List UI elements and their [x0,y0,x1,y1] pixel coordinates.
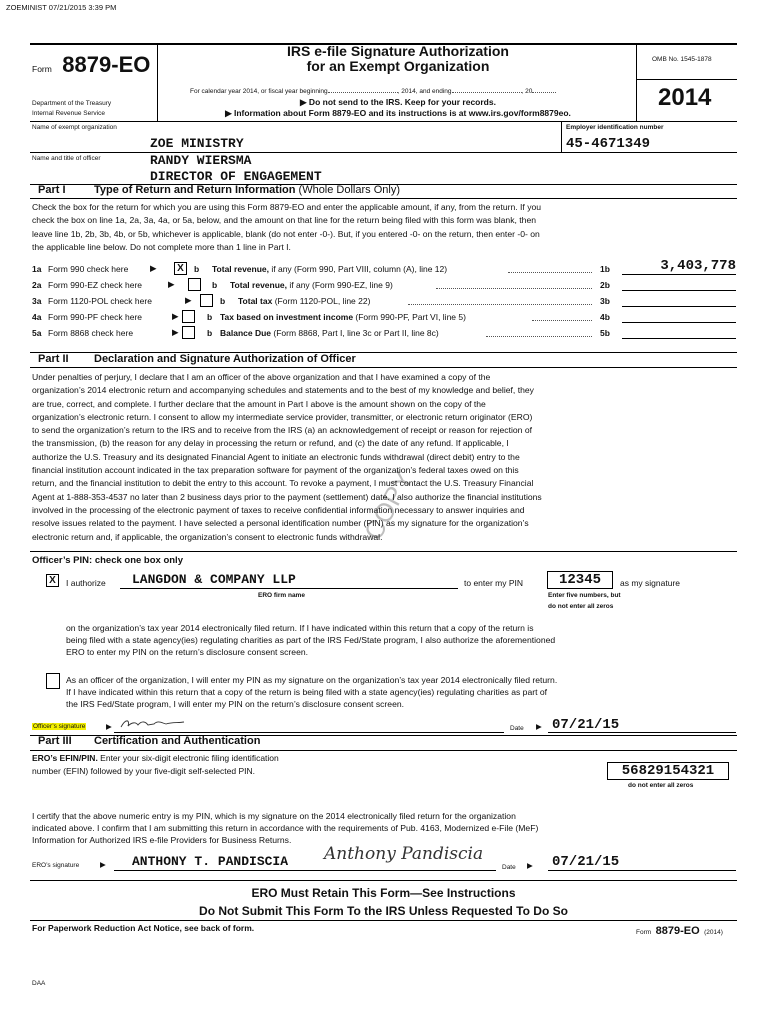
dept-irs: Internal Revenue Service [32,110,105,117]
part1-header: Part I Type of Return and Return Information (Whole Dollars Only) [38,184,400,196]
do-not-submit-notice: Do Not Submit This Form To the IRS Unless Requested To Do So [199,904,568,918]
return-type-checkbox[interactable] [188,278,201,291]
paperwork-notice: For Paperwork Reduction Act Notice, see back of form. [32,923,255,933]
line-number: 2a [32,280,42,290]
ero-firm-name[interactable]: LANGDON & COMPANY LLP [132,572,296,587]
pin-note-2: do not enter all zeros [548,603,614,610]
ero-handwritten-signature: Anthony Pandiscia [324,844,484,864]
efin-label-2: number (EFIN) followed by your five-digit self-selected PIN. [32,766,255,776]
form-title-1: IRS e-file Signature Authorization [287,43,509,59]
pin-note-1: Enter five numbers, but [548,592,621,599]
officer-title[interactable]: DIRECTOR OF ENGAGEMENT [150,169,322,184]
daa-label: DAA [32,980,46,987]
line-sub: b [212,280,218,290]
arrow-icon: ▶ [150,263,157,273]
ero-name[interactable]: ANTHONY T. PANDISCIA [132,854,289,869]
officer-date[interactable]: 07/21/15 [552,717,620,733]
org-name-label: Name of exempt organization [32,124,117,131]
form-check-label: Form 1120-POL check here [48,296,152,306]
efin-label: ERO’s EFIN/PIN. Enter your six-digit electronic filing identification [32,753,279,763]
efin-note: do not enter all zeros [628,782,694,789]
ero-date[interactable]: 07/21/15 [552,854,620,870]
notice-do-not-send: ▶ Do not send to the IRS. Keep for your records. [300,97,496,107]
ero-date-label: Date [502,864,516,871]
notice-info: ▶ Information about Form 8879-EO and its instructions is at www.irs.gov/form8879eo. [225,108,571,118]
officer-signature-label: Officer’s signature [33,723,86,730]
return-type-checkbox[interactable]: X [174,262,187,275]
line-description: Total tax (Form 1120-POL, line 22) [238,296,371,306]
line-sub: b [194,264,200,274]
form-check-label: Form 990-PF check here [48,312,143,322]
form-number: 8879-EO [62,52,151,77]
line-number: 3a [32,296,42,306]
arrow-icon: ▶ [527,861,533,870]
return-type-checkbox[interactable] [182,326,195,339]
ein-label: Employer identification number [566,124,664,131]
dept-treasury: Department of the Treasury [32,100,112,107]
ero-firm-label: ERO firm name [258,592,305,599]
print-stamp: ZOEMINIST 07/21/2015 3:39 PM [6,3,117,12]
pin-heading: Officer’s PIN: check one box only [32,555,183,566]
return-type-checkbox[interactable] [200,294,213,307]
arrow-icon: ▶ [536,722,542,731]
form-number-block [32,52,150,78]
arrow-icon: ▶ [168,279,175,289]
footer-form-id: Form 8879-EO (2014) [636,925,723,937]
line-ref: 3b [600,296,610,306]
line-ref: 5b [600,328,610,338]
line-description: Total revenue, if any (Form 990-EZ, line 9) [230,280,393,290]
line-sub: b [207,328,213,338]
to-enter-pin-label: to enter my PIN [464,578,524,588]
officer-label: Name and title of officer [32,155,101,162]
officer-enter-pin-checkbox[interactable] [46,673,60,689]
as-signature-label: as my signature [620,578,680,588]
part1-instructions: Check the box for the return for which you are using this Form 8879-EO and enter the applicable amount, if any, from the return. If you check the box on line 1a, 2a, 3a, 4a, or 5a, below, and the amount on that line for the return being filed with this form was blank, then leave line 1b, 2b, 3b, 4b, or 5b, whichever is applicable, blank (do not enter -0-). But, if you entered -0- on the return, then enter -0- on the applicable line below. Do not complete more than 1 line in Part I. [32,202,542,252]
line-ref: 1b [600,264,610,274]
line-ref: 4b [600,312,610,322]
line-number: 4a [32,312,42,322]
officer-name[interactable]: RANDY WIERSMA [150,153,252,168]
form-check-label: Form 990 check here [48,264,129,274]
officer-signature-scribble [118,716,188,732]
ein-value[interactable]: 45-4671349 [566,136,651,152]
return-type-checkbox[interactable] [182,310,195,323]
option2-text: As an officer of the organization, I will enter my PIN as my signature on the organization’s tax year 2014 electronically filed return. If I have indicated within this return that a copy of the return is being filed with a state agency(ies) regulating charities as part of the IRS Fed/State program, I will enter my PIN on the return’s disclosure consent screen. [66,675,558,710]
arrow-icon: ▶ [172,311,179,321]
i-authorize-label: I authorize [66,578,106,588]
line-number: 5a [32,328,42,338]
line-number: 1a [32,264,42,274]
authorize-ero-checkbox[interactable]: X [46,574,59,587]
option1-text: on the organization’s tax year 2014 electronically filed return. If I have indicated within this return that a copy of the return is being filed with a state agency(ies) regulating charities as part of the IRS Fed/State program, I also authorize the aforementioned ERO to enter my PIN on the return’s disclosure consent screen. [66,623,556,658]
form-title-2: for an Exempt Organization [306,58,490,74]
arrow-icon: ▶ [100,860,106,869]
copy-watermark: COPY [357,465,419,545]
part2-declaration: Under penalties of perjury, I declare that I am an officer of the above organization and that I have examined a copy of the organization’s 2014 electronic return and accompanying schedules and statements and to the best of my knowledge and belief, they are true, correct, and complete. I further declare that the amount in Part I above is the amount shown on the copy of the organization’s electronic return. I consent to allow my intermediate service provider, transmitter, or electronic return originator (ERO) to send the organization’s return to the IRS and to receive from the IRS (a) an acknowledgement of receipt or reason for rejection of the transmission, (b) the reason for any delay in processing the return or refund, and (c) the date of any refund. If applicable, I authorize the U.S. Treasury and its designated Financial Agent to initiate an electronic funds withdrawal (direct debit) entry to the financial institution account indicated in the tax preparation software for payment of the organization’s federal taxes owed on this return, and the financial institution to debit the entry to this account. To revoke a payment, I must contact the U.S. Treasury Financial Agent at 1-888-353-4537 no later than 2 business days prior to the payment (settlement) date. I also authorize the financial institutions involved in the processing of the electronic payment of taxes to receive confidential information necessary to answer inquiries and resolve issues related to the payment. I have selected a personal identification number (PIN) as my signature for the organization’s electronic return and, if applicable, the organization’s consent to electronic funds withdrawal. [32,372,542,542]
part2-header: Part II Declaration and Signature Authorization of Officer [38,353,356,365]
part3-header: Part III Certification and Authentication [38,735,261,747]
line-description: Total revenue, if any (Form 990, Part VIII, column (A), line 12) [212,264,448,274]
line-sub: b [220,296,226,306]
line-sub: b [207,312,213,322]
form-check-label: Form 990-EZ check here [48,280,143,290]
arrow-icon: ▶ [172,327,179,337]
retain-notice: ERO Must Retain This Form—See Instructions [251,886,516,900]
line-description: Balance Due (Form 8868, Part I, line 3c or Part II, line 8c) [220,328,439,338]
line-description: Tax based on investment income (Form 990-PF, Part VI, line 5) [220,312,466,322]
form-label: Form [32,64,52,74]
ero-signature-label: ERO’s signature [32,862,80,869]
officer-date-label: Date [510,725,524,732]
certification-text: I certify that the above numeric entry is my PIN, which is my signature on the 2014 electronically filed return for the organization indicated above. I confirm that I am submitting this return in accordance with the requirements of Pub. 4163, Modernized e-File (MeF) Information for Authorized IRS e-file Providers for Business Returns. [32,811,539,846]
omb-number: OMB No. 1545-1878 [652,56,712,63]
efin-pin-field[interactable]: 56829154321 [607,762,729,780]
form-check-label: Form 8868 check here [48,328,134,338]
officer-pin-field[interactable]: 12345 [547,571,613,589]
line-amount[interactable]: 3,403,778 [660,258,736,274]
line-ref: 2b [600,280,610,290]
org-name[interactable]: ZOE MINISTRY [150,136,244,151]
tax-year: 2014 [658,84,712,111]
arrow-icon: ▶ [185,295,192,305]
calendar-line: For calendar year 2014, or fiscal year beginning , 2014, and ending , 20 [190,88,556,95]
arrow-icon: ▶ [106,722,112,731]
